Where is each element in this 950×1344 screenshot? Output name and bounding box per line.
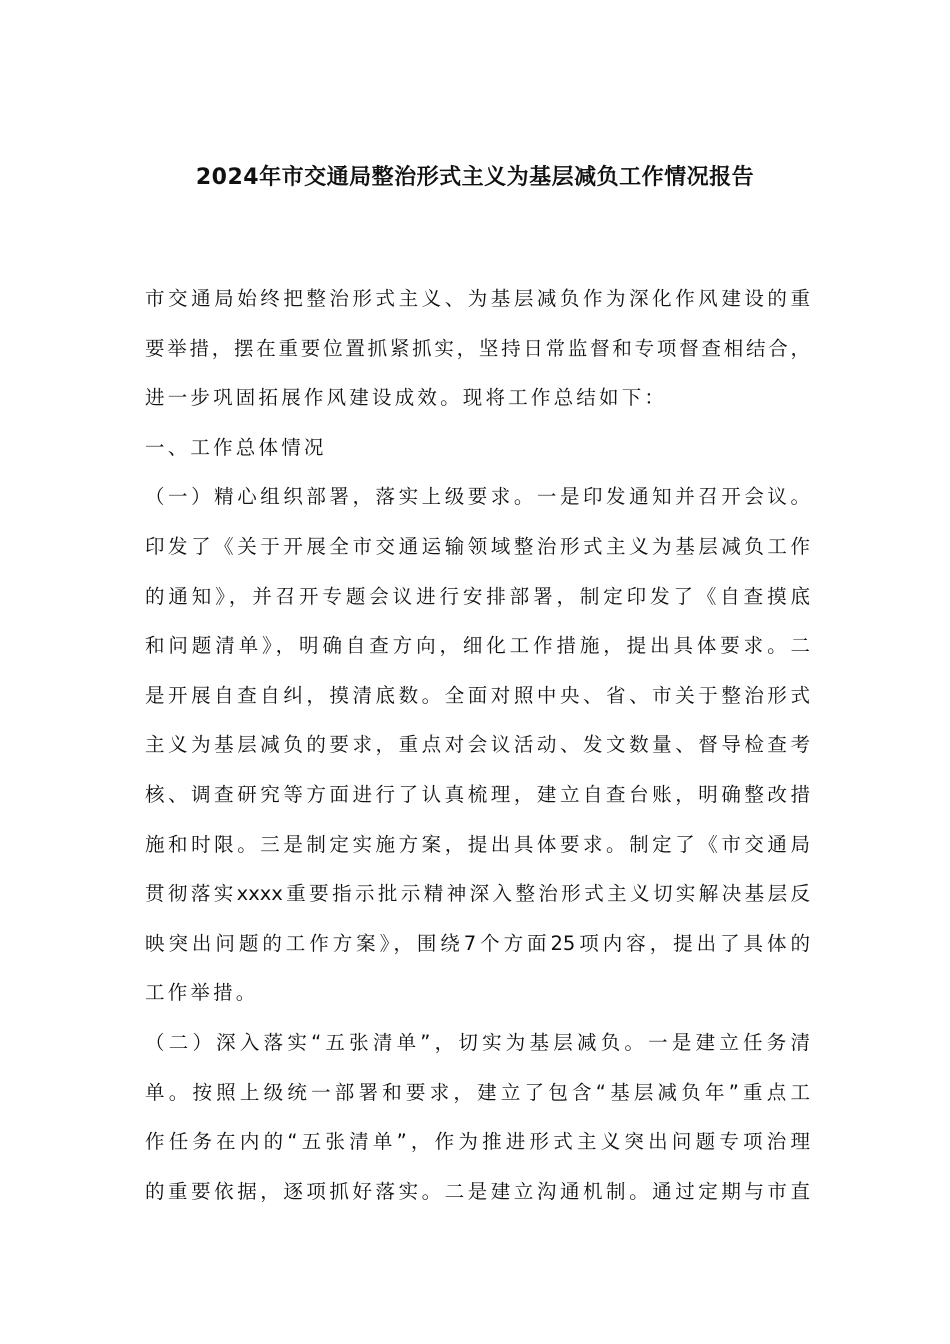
paragraph-line: 是开展自查自纠，摸清底数。全面对照中央、省、市关于整治形式 bbox=[145, 683, 810, 707]
paragraph-line: 作任务在内的“五张清单”，作为推进形式主义突出问题专项治理 bbox=[145, 1130, 810, 1154]
paragraph-line: 市交通局始终把整治形式主义、为基层减负作为深化作风建设的重 bbox=[145, 287, 810, 310]
paragraph-line: 映突出问题的工作方案》，围绕7个方面25项内容，提出了具体的 bbox=[145, 931, 810, 955]
section-heading: 一、工作总体情况 bbox=[145, 435, 327, 459]
paragraph-line: 核、调查研究等方面进行了认真梳理，建立自查台账，明确整改措 bbox=[145, 782, 810, 806]
paragraph-line: 的通知》，并召开专题会议进行安排部署，制定印发了《自查摸底 bbox=[145, 584, 810, 608]
paragraph-line: 进一步巩固拓展作风建设成效。现将工作总结如下： bbox=[145, 386, 668, 410]
paragraph-line: 印发了《关于开展全市交通运输领域整治形式主义为基层减负工作 bbox=[145, 534, 810, 558]
document-body bbox=[145, 281, 810, 1223]
paragraph-line: 工作举措。 bbox=[145, 981, 259, 1005]
paragraph-line: （二）深入落实“五张清单”，切实为基层减负。一是建立任务清 bbox=[145, 1030, 810, 1054]
paragraph-line: 单。按照上级统一部署和要求，建立了包含“基层减负年”重点工 bbox=[145, 1080, 810, 1104]
document-title: 2024年市交通局整治形式主义为基层减负工作情况报告 bbox=[195, 165, 755, 190]
paragraph-line: 主义为基层减负的要求，重点对会议活动、发文数量、督导检查考 bbox=[145, 733, 810, 757]
paragraph-line: 要举措，摆在重要位置抓紧抓实，坚持日常监督和专项督查相结合， bbox=[145, 336, 810, 360]
paragraph-line: 和问题清单》，明确自查方向，细化工作措施，提出具体要求。二 bbox=[145, 634, 810, 658]
paragraph-line: 施和时限。三是制定实施方案，提出具体要求。制定了《市交通局 bbox=[145, 832, 810, 856]
paragraph-line: 的重要依据，逐项抓好落实。二是建立沟通机制。通过定期与市直 bbox=[145, 1179, 810, 1203]
paragraph-line: 贯彻落实xxxx重要指示批示精神深入整治形式主义切实解决基层反 bbox=[145, 882, 810, 906]
paragraph-line: （一）精心组织部署，落实上级要求。一是印发通知并召开会议。 bbox=[145, 485, 810, 509]
